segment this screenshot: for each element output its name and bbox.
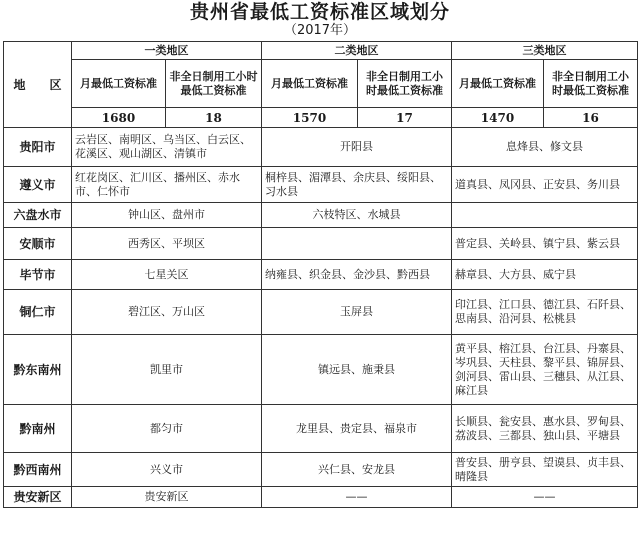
class2-cell: 龙里县、贵定县、福泉市 bbox=[262, 405, 452, 453]
hourly-wage-header: 非全日制用工小时最低工资标准 bbox=[358, 60, 452, 108]
table-row bbox=[4, 260, 638, 290]
class1-cell: 兴义市 bbox=[72, 453, 262, 487]
page-subtitle: （2017年） bbox=[283, 23, 357, 38]
class3-cell: 普安县、册亨县、望谟县、贞丰县、晴隆县 bbox=[452, 453, 638, 487]
class3-cell: 赫章县、大方县、威宁县 bbox=[452, 260, 638, 290]
class3-cell: 息烽县、修文县 bbox=[452, 128, 638, 167]
region-name: 黔南州 bbox=[4, 405, 72, 453]
region-name: 安顺市 bbox=[4, 228, 72, 260]
monthly-wage-header: 月最低工资标准 bbox=[452, 60, 544, 108]
region-name: 贵阳市 bbox=[4, 128, 72, 167]
class1-cell: 贵安新区 bbox=[72, 487, 262, 508]
table-row bbox=[4, 128, 638, 167]
class3-cell bbox=[452, 203, 638, 228]
class2-cell: 镇远县、施秉县 bbox=[262, 335, 452, 405]
class1-cell: 云岩区、南明区、乌当区、白云区、花溪区、观山湖区、清镇市 bbox=[72, 128, 262, 167]
class1-cell: 红花岗区、汇川区、播州区、赤水市、仁怀市 bbox=[72, 167, 262, 203]
class2-cell: 玉屏县 bbox=[262, 290, 452, 335]
monthly-wage-header: 月最低工资标准 bbox=[262, 60, 358, 108]
region-name: 铜仁市 bbox=[4, 290, 72, 335]
class2-cell bbox=[262, 228, 452, 260]
class3-cell: 道真县、凤冈县、正安县、务川县 bbox=[452, 167, 638, 203]
table-row bbox=[4, 335, 638, 405]
hourly-wage-header: 非全日制用工小时最低工资标准 bbox=[544, 60, 638, 108]
region-name: 黔东南州 bbox=[4, 335, 72, 405]
class3-cell: 印江县、江口县、德江县、石阡县、思南县、沿河县、松桃县 bbox=[452, 290, 638, 335]
class1-cell: 钟山区、盘州市 bbox=[72, 203, 262, 228]
region-name: 遵义市 bbox=[4, 167, 72, 203]
class1-cell: 西秀区、平坝区 bbox=[72, 228, 262, 260]
page-title: 贵州省最低工资标准区域划分 bbox=[189, 1, 450, 23]
class1-cell: 都匀市 bbox=[72, 405, 262, 453]
table-row bbox=[4, 405, 638, 453]
class2-monthly-value: 1570 bbox=[262, 108, 358, 128]
table-row bbox=[4, 228, 638, 260]
class2-header: 二类地区 bbox=[262, 42, 452, 60]
class2-cell: —— bbox=[262, 487, 452, 508]
class3-monthly-value: 1470 bbox=[452, 108, 544, 128]
region-header: 地 区 bbox=[4, 42, 72, 128]
wage-region-table bbox=[3, 41, 638, 508]
class1-cell: 碧江区、万山区 bbox=[72, 290, 262, 335]
table-row bbox=[4, 203, 638, 228]
class2-cell: 开阳县 bbox=[262, 128, 452, 167]
class2-hourly-value: 17 bbox=[358, 108, 452, 128]
class2-cell: 纳雍县、织金县、金沙县、黔西县 bbox=[262, 260, 452, 290]
region-name: 贵安新区 bbox=[4, 487, 72, 508]
class1-cell: 七星关区 bbox=[72, 260, 262, 290]
class1-header: 一类地区 bbox=[72, 42, 262, 60]
table-row bbox=[4, 487, 638, 508]
region-name: 六盘水市 bbox=[4, 203, 72, 228]
class2-cell: 兴仁县、安龙县 bbox=[262, 453, 452, 487]
class3-header: 三类地区 bbox=[452, 42, 638, 60]
class2-cell: 桐梓县、湄潭县、余庆县、绥阳县、习水县 bbox=[262, 167, 452, 203]
class3-cell: 长顺县、瓮安县、惠水县、罗甸县、荔波县、三都县、独山县、平塘县 bbox=[452, 405, 638, 453]
table-row bbox=[4, 290, 638, 335]
class1-cell: 凯里市 bbox=[72, 335, 262, 405]
region-name: 黔西南州 bbox=[4, 453, 72, 487]
table-row bbox=[4, 453, 638, 487]
class3-cell: —— bbox=[452, 487, 638, 508]
table-row bbox=[4, 167, 638, 203]
class3-cell: 黄平县、榕江县、台江县、丹寨县、岑巩县、天柱县、黎平县、锦屏县、剑河县、雷山县、三穗县、从江县、麻江县 bbox=[452, 335, 638, 405]
class2-cell: 六枝特区、水城县 bbox=[262, 203, 452, 228]
hourly-wage-header: 非全日制用工小时最低工资标准 bbox=[166, 60, 262, 108]
class1-hourly-value: 18 bbox=[166, 108, 262, 128]
class1-monthly-value: 1680 bbox=[72, 108, 166, 128]
monthly-wage-header: 月最低工资标准 bbox=[72, 60, 166, 108]
class3-hourly-value: 16 bbox=[544, 108, 638, 128]
class3-cell: 普定县、关岭县、镇宁县、紫云县 bbox=[452, 228, 638, 260]
region-name: 毕节市 bbox=[4, 260, 72, 290]
